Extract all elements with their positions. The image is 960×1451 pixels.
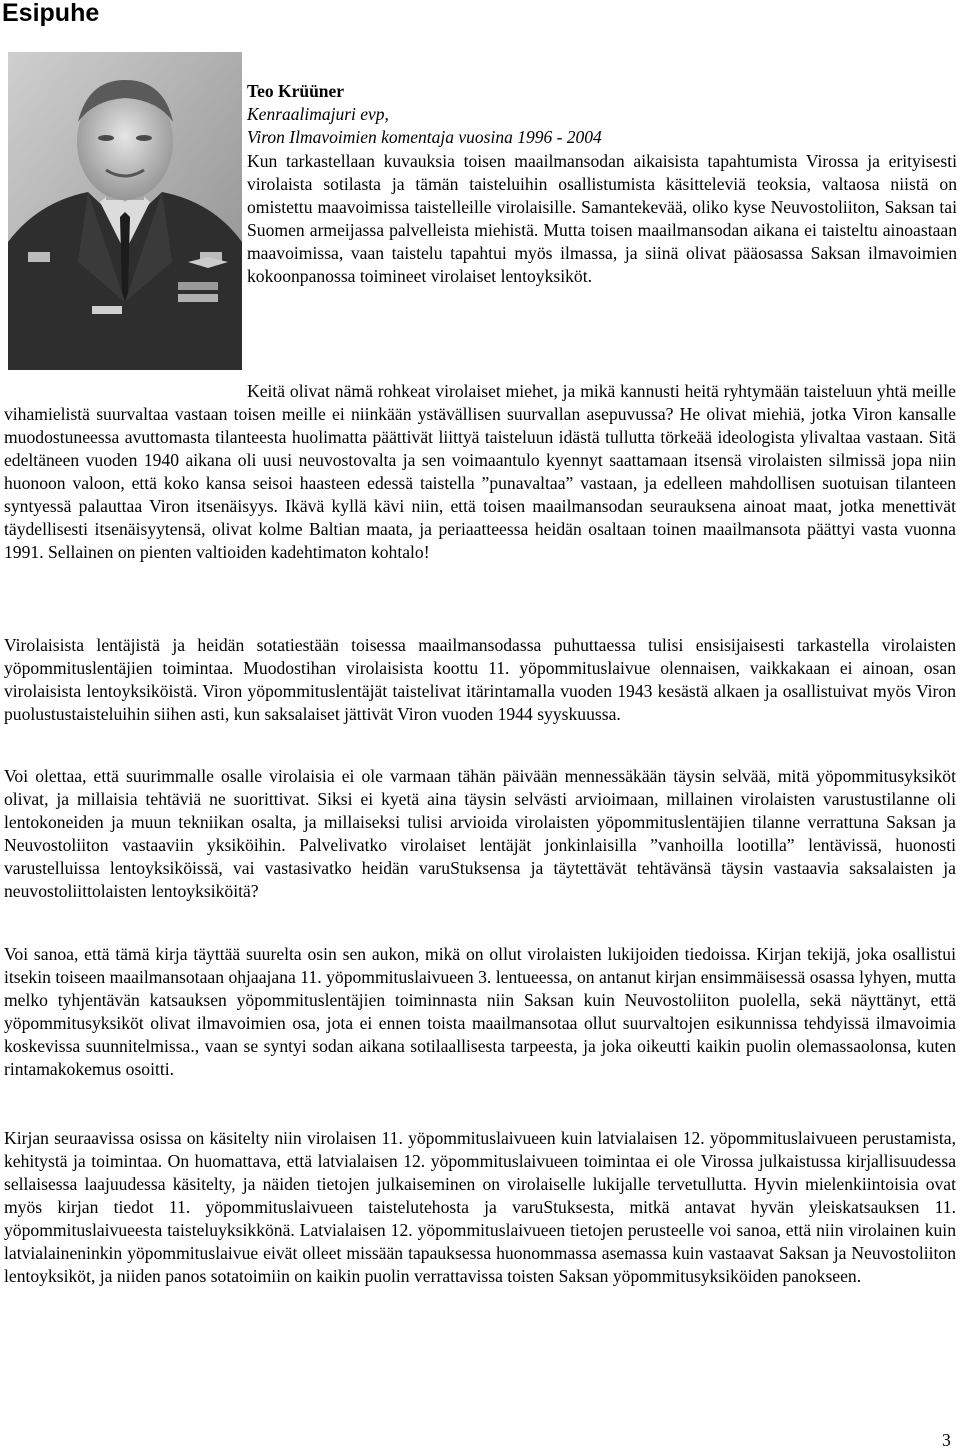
author-title-line1: Kenraalimajuri evp, (247, 104, 389, 124)
author-title-line2: Viron Ilmavoimien komentaja vuosina 1996 - 2004 (247, 127, 602, 147)
author-portrait-photo (8, 52, 242, 370)
author-block (247, 80, 957, 149)
paragraph-6: Kirjan seuraavissa osissa on käsitelty niin virolaisen 11. yöpommituslaivueen kuin latvialaisen 12. yöpommituslaivueen perustamista, kehitystä ja toimintaa. On huomattava, että latvialaisen 12. yöpommituslaivueen toimintaa ei ole Virossa julkaistussa kirjallisuudessa sellaisessa laajuudessa käsitelty, ja näiden tietojen julkaiseminen on virolaiselle lukijalle tervetullutta. Hyvin mielenkiintoisia ovat myös kirjan tiedot 11. yöpommituslaivueen taistelutehosta ja varuStuksesta, mitkä antavat hyvän yleiskatsauksen 11. yöpommituslaivueesta taisteluyksikkönä. Latvialaisen 12. yöpommituslaivueen tietojen perusteelle voi sanoa, että niin virolainen kuin latvialaineninkin yöpommituslaivue eivät olleet missään tapauksessa huonommassa asemassa kuin vastaavat Saksan ja Neuvostoliiton lentoyksiköt, ja niiden panos sotatoimiin on kaikin puolin verrattavissa toisten Saksan yöpommitusyksiköiden panokseen. (4, 1128, 956, 1286)
author-name: Teo Krüüner (247, 81, 345, 101)
paragraph-3: Virolaisista lentäjistä ja heidän sotatiestään toisessa maailmansodassa puhuttaessa tulisi ensisijaisesti tarkastella virolaisten yöpommituslentäjien toimintaa. Muodostihan virolaisista koottu 11. yöpommituslaivue olennaisen, vaikkakaan ei ainoan, osan virolaisista lentoyksiköistä. Viron yöpommituslentäjät taistelivat itärintamalla vuoden 1943 kesästä alkaen ja osallistuivat myös Viron puolustustaisteluihin siihen asti, kun saksalaiset jättivät Viron vuoden 1944 syyskuussa. (4, 635, 956, 724)
paragraph-4: Voi olettaa, että suurimmalle osalle virolaisia ei ole varmaan tähän päivään mennessäkään täysin selvää, mitä yöpommitusyksiköt olivat, ja millaisia tehtäviä ne suorittivat. Siksi ei kyetä aina täysin selvästi arvioimaan, millainen virolaisten varustustilanne oli lentokoneiden ja muun tekniikan osalta, ja millaiseksi tulisi arvioida virolaisten yöpommituslentäjien tilanne verrattuna Saksan ja Neuvostoliiton vastaaviin yksiköihin. Palvelivatko virolaiset lentäjät jonkinlaisilla ”vanhoilla lootilla” lentävissä, huonosti varustelluissa lentoyksiköissä, vai vastasivatko heidän varuStuksensa ja täytettävät tehtävänsä täysin vastaavia saksalaisten ja neuvostoliittolaisten lentoyksiköitä? (4, 766, 956, 901)
page-title: Esipuhe (2, 0, 100, 27)
paragraph-5: Voi sanoa, että tämä kirja täyttää suurelta osin sen aukon, mikä on ollut virolaisten lukijoiden tiedoissa. Kirjan tekijä, joka osallistui itsekin toiseen maailmansotaan ohjaajana 11. yöpommituslaivueen 3. lentueessa, on antanut kirjan ensimmäisessä osassa lyhyen, mutta melko tyhjentävän katsauksen yöpommituslentäjien toiminnasta niin Saksan kuin Neuvostoliiton puolella, sekä näyttänyt, että yöpommitusyksiköt olivat ilmavoimien osa, jota ei ennen toista maailmansotaa ollut suurvaltojen esikunnissa tehdyissä ilmavoimia koskevissa suunnitelmissa., vaan se syntyi sodan aikana sotilaallisesta tarpeesta, ja joka oikeutti kaikin puolin olemassaolonsa, kuten rintamakokemus osoitti. (4, 944, 956, 1079)
page-number: 3 (942, 1430, 951, 1450)
paragraph-1: Kun tarkastellaan kuvauksia toisen maailmansodan aikaisista tapahtumista Virossa ja erityisesti virolaista sotilasta ja tämän taisteluihin osallistumista käsitteleviä teoksia, valtaosa niistä on omistettu maavoimissa taistelleille virolaisille. Samantekevää, oliko kyse Neuvostoliiton, Saksan tai Suomen armeijassa palvelleista miehistä. Mutta toisen maailmansodan aikana ei taisteltu ainoastaan maavoimissa, vaan taistelu tapahtui myös ilmassa, ja siinä olivat pääosassa Saksan ilmavoimien kokoonpanossa toimineet virolaiset lentoyksiköt. (247, 151, 957, 286)
paragraph-2: Keitä olivat nämä rohkeat virolaiset miehet, ja mikä kannusti heitä ryhtymään taisteluun yhtä meille vihamielistä suurvaltaa vastaan toisen meille ei niinkään ystävällisen suurvallan asepuvussa? He olivat miehiä, jotka Viron kansalle muodostuneessa avuttomasta tilanteesta huolimatta päättivät liittyä taisteluun idästä tullutta törkeää ideologista ylivaltaa vastaan. Sitä edeltäneen vuoden 1940 aikana oli uusi neuvostovalta ja sen voimaantulo kyennyt saattamaan itsensä virolaisten silmissä jopa niin huonoon valoon, että koko kansa seisoi haasteen edessä taistella ”punavaltaa” vastaan, ja edelleen mahdollisen suotuisan tilanteen syntyessä palauttaa Viron itsenäisyys. Ikävä kyllä kävi niin, että toisen maailmansodan seurauksena ainoat maat, jotka menettivät täydellisesti itsenäisyytensä, olivat kolme Baltian maata, ja periaatteessa heidän osaltaan toinen maailmansota päättyi vasta vuonna 1991. Sellainen on pienten valtioiden kadehtimaton kohtalo! (4, 381, 956, 562)
